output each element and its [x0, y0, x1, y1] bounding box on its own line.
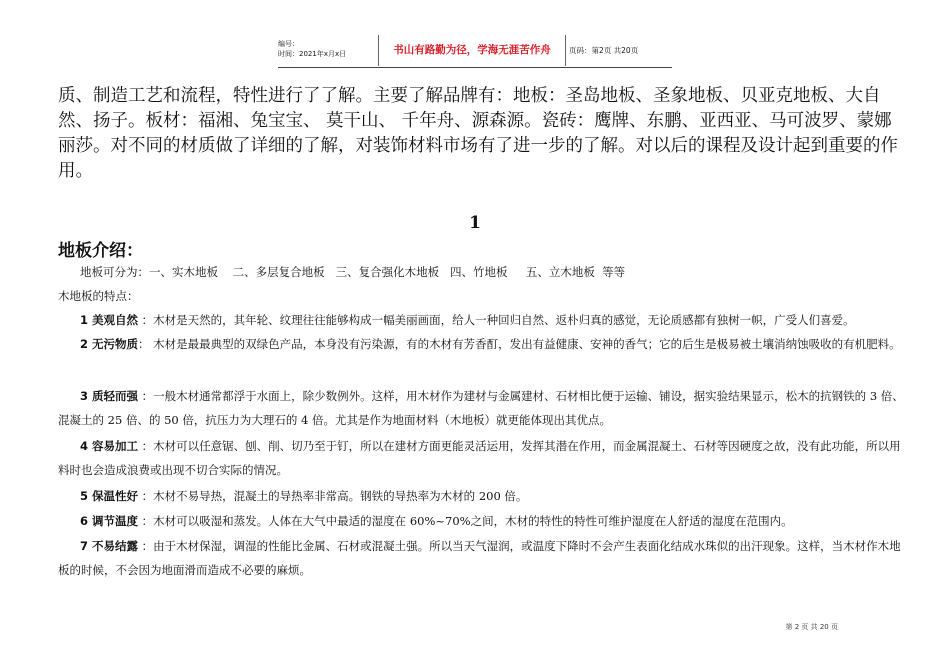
feature-item [58, 332, 910, 356]
feature-key: 3 质轻而强 [80, 389, 139, 403]
page-footer: 第 2 页 共 20 页 [785, 623, 838, 631]
feature-text: ： 木材是最最典型的双绿色产品，本身没有污染源，有的木材有芳香酊，发出有益健康、安神的香气；它的后生是极易被土壤消纳蚀吸收的有机肥料。 [138, 337, 901, 351]
header-number-label: 编号： [278, 40, 299, 48]
section-title: 地板介绍： [58, 241, 143, 261]
feature-key: 7 不易结露 [80, 539, 139, 553]
feature-text: ：木材可以任意锯、刨、削、切乃至于钉，所以在建材方面更能灵活运用，发挥其潜在作用，而金属混凝土、石材等因硬度之故，没有此功能，所以用料时也会造成浪费或出现不切合实际的情况。 [58, 439, 901, 477]
feature-item [58, 308, 910, 332]
feature-text: ：木材不易导热，混凝土的导热率非常高。钢铁的导热率为木材的 200 倍。 [138, 489, 528, 503]
feature-text: ：一般木材通常都浮于水面上，除少数例外。这样，用木材作为建材与金属建材、石材相比便于运输、铺设，据实验结果显示，松木的抗钢铁的 3 倍、混凝土的 25 倍、的 50 倍，抗压力为大理石的 4 倍。尤其是作为地面材料（木地板）就更能体现出其优点。 [58, 389, 904, 427]
header-motto: 书山有路勤为径，学海无涯苦作舟 [378, 35, 566, 66]
header-meta [278, 35, 378, 70]
header-page-label: 页码：第2页 共20页 [569, 46, 639, 55]
feature-key: 1 美观自然 [80, 313, 139, 327]
feature-item [58, 384, 910, 432]
feature-item [58, 534, 910, 582]
page-header [278, 35, 672, 68]
feature-text: ：由于木材保湿，调湿的性能比金属、石材或混凝土强。所以当天气湿润，或温度下降时不会产生表面化结成水珠似的出汗现象。这样，当木材作木地板的时候，不会因为地面滑而造成不必要的麻烦。 [58, 539, 901, 577]
floor-types: 地板可分为：一、实木地板 二、多层复合地板 三、复合强化木地板 四、竹地板 五、立木地板 等等 [80, 265, 626, 279]
page-number: 1 [469, 213, 481, 233]
intro-paragraph: 质、制造工艺和流程，特性进行了了解。主要了解品牌有：地板：圣岛地板、圣象地板、贝亚克地板、大自然、扬子。板材：福湘、兔宝宝、 莫干山、 千年舟、源森源。瓷砖：鹰牌、东鹏、亚西亚、马可波罗、蒙娜丽莎。对不同的材质做了详细的了解，对装饰材料市场有了进一步的了解。对以后的课程及设计起到重要的作用。 [58, 86, 898, 181]
feature-key: 2 无污物质 [80, 337, 139, 351]
feature-text: ：木材是天然的，其年轮、纹理往往能够构成一幅美丽画面，给人一种回归自然、返朴归真的感觉，无论质感都有独树一帜，广受人们喜爱。 [138, 313, 855, 327]
feature-key: 4 容易加工 [80, 439, 139, 453]
feature-key: 5 保温性好 [80, 489, 139, 503]
features-title: 木地板的特点： [58, 289, 139, 303]
feature-item [58, 434, 910, 482]
feature-key: 6 调节温度 [80, 514, 139, 528]
feature-item [58, 509, 910, 533]
header-time-label: 时间：2021年x月x日 [278, 50, 347, 58]
feature-item [58, 484, 910, 508]
feature-text: ：木材可以吸湿和蒸发。人体在大气中最适的湿度在 60%~70%之间，木材的特性的特性可维护湿度在人舒适的湿度在范围内。 [138, 514, 793, 528]
